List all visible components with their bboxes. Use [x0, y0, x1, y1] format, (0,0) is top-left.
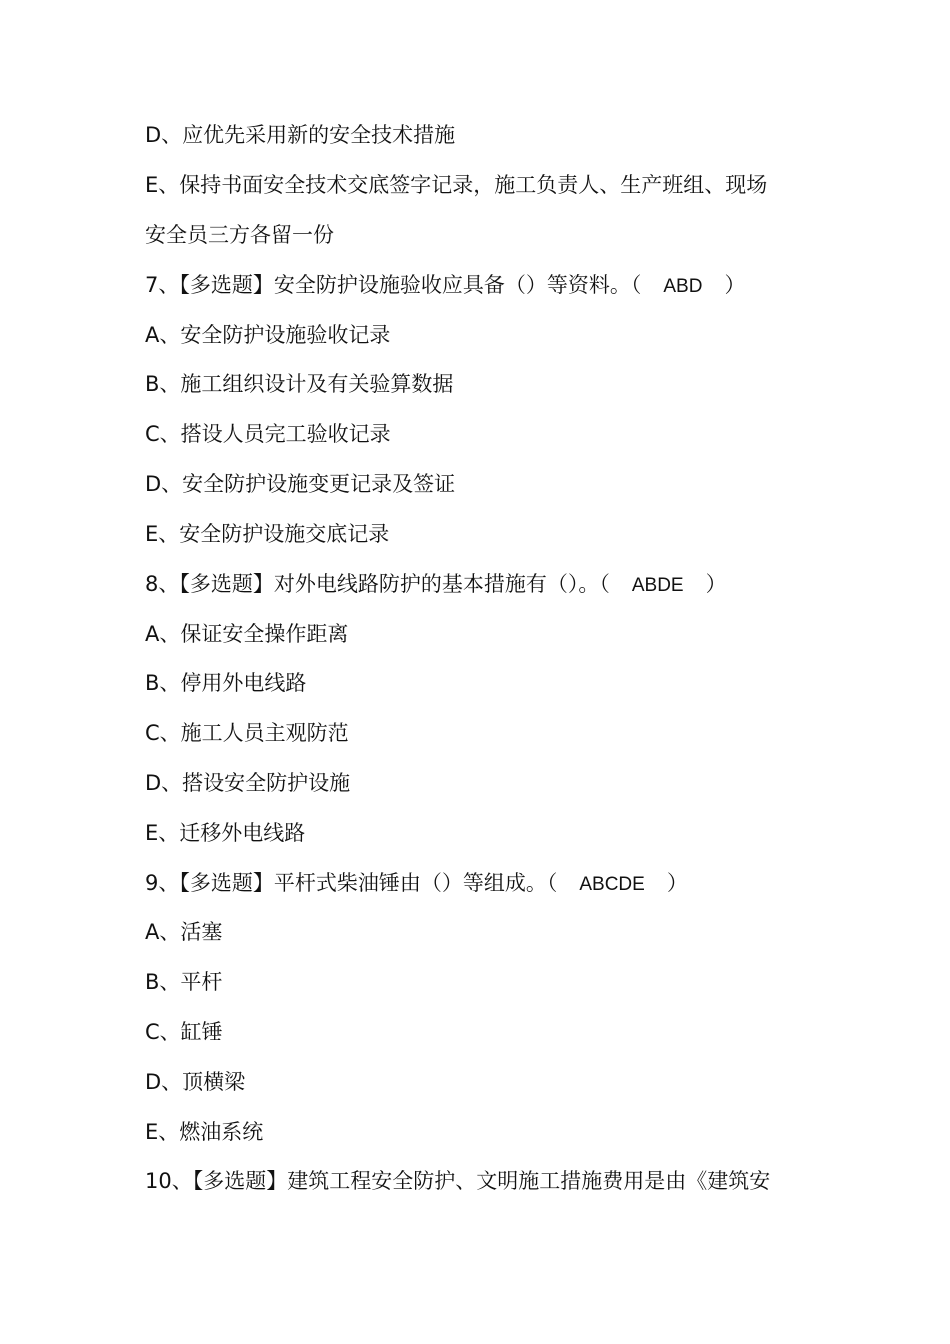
question-7-answer: ABD	[663, 276, 703, 297]
question-8	[145, 566, 825, 602]
option-a-q9: A、活塞	[145, 920, 223, 944]
option-b-q8: B、停用外电线路	[145, 671, 307, 695]
option-e-q6: E、保持书面安全技术交底签字记录，施工负责人、生产班组、现场	[145, 173, 768, 197]
option-c-q8: C、施工人员主观防范	[145, 721, 349, 745]
option-e-q7: E、安全防护设施交底记录	[145, 522, 390, 546]
question-7	[145, 267, 825, 303]
option-b-q7: B、施工组织设计及有关验算数据	[145, 372, 454, 396]
question-9	[145, 865, 825, 901]
option-d-q8: D、搭设安全防护设施	[145, 771, 351, 795]
option-d-q9: D、顶横梁	[145, 1070, 246, 1094]
question-9-answer: ABCDE	[579, 874, 645, 895]
option-c-q9: C、缸锤	[145, 1020, 223, 1044]
question-10: 10、【多选题】建筑工程安全防护、文明施工措施费用是由《建筑安	[145, 1169, 771, 1193]
option-b-q9: B、平杆	[145, 970, 223, 994]
question-7-close: ）	[724, 273, 746, 297]
question-9-close: ）	[666, 871, 688, 895]
question-9-stem: 9、【多选题】平杆式柴油锤由（）等组成。（	[145, 871, 558, 895]
option-c-q7: C、搭设人员完工验收记录	[145, 422, 391, 446]
question-8-stem: 8、【多选题】对外电线路防护的基本措施有（）。（	[145, 572, 610, 596]
option-e-q9: E、燃油系统	[145, 1120, 264, 1144]
option-a-q8: A、保证安全操作距离	[145, 622, 349, 646]
option-d-q6: D、应优先采用新的安全技术措施	[145, 123, 456, 147]
question-8-answer: ABDE	[631, 575, 684, 596]
option-e-q8: E、迁移外电线路	[145, 821, 306, 845]
option-d-q7: D、安全防护设施变更记录及签证	[145, 472, 456, 496]
question-7-stem: 7、【多选题】安全防护设施验收应具备（）等资料。（	[145, 273, 642, 297]
option-e-q6-continued: 安全员三方各留一份	[145, 223, 334, 247]
question-8-close: ）	[705, 572, 727, 596]
option-a-q7: A、安全防护设施验收记录	[145, 323, 391, 347]
